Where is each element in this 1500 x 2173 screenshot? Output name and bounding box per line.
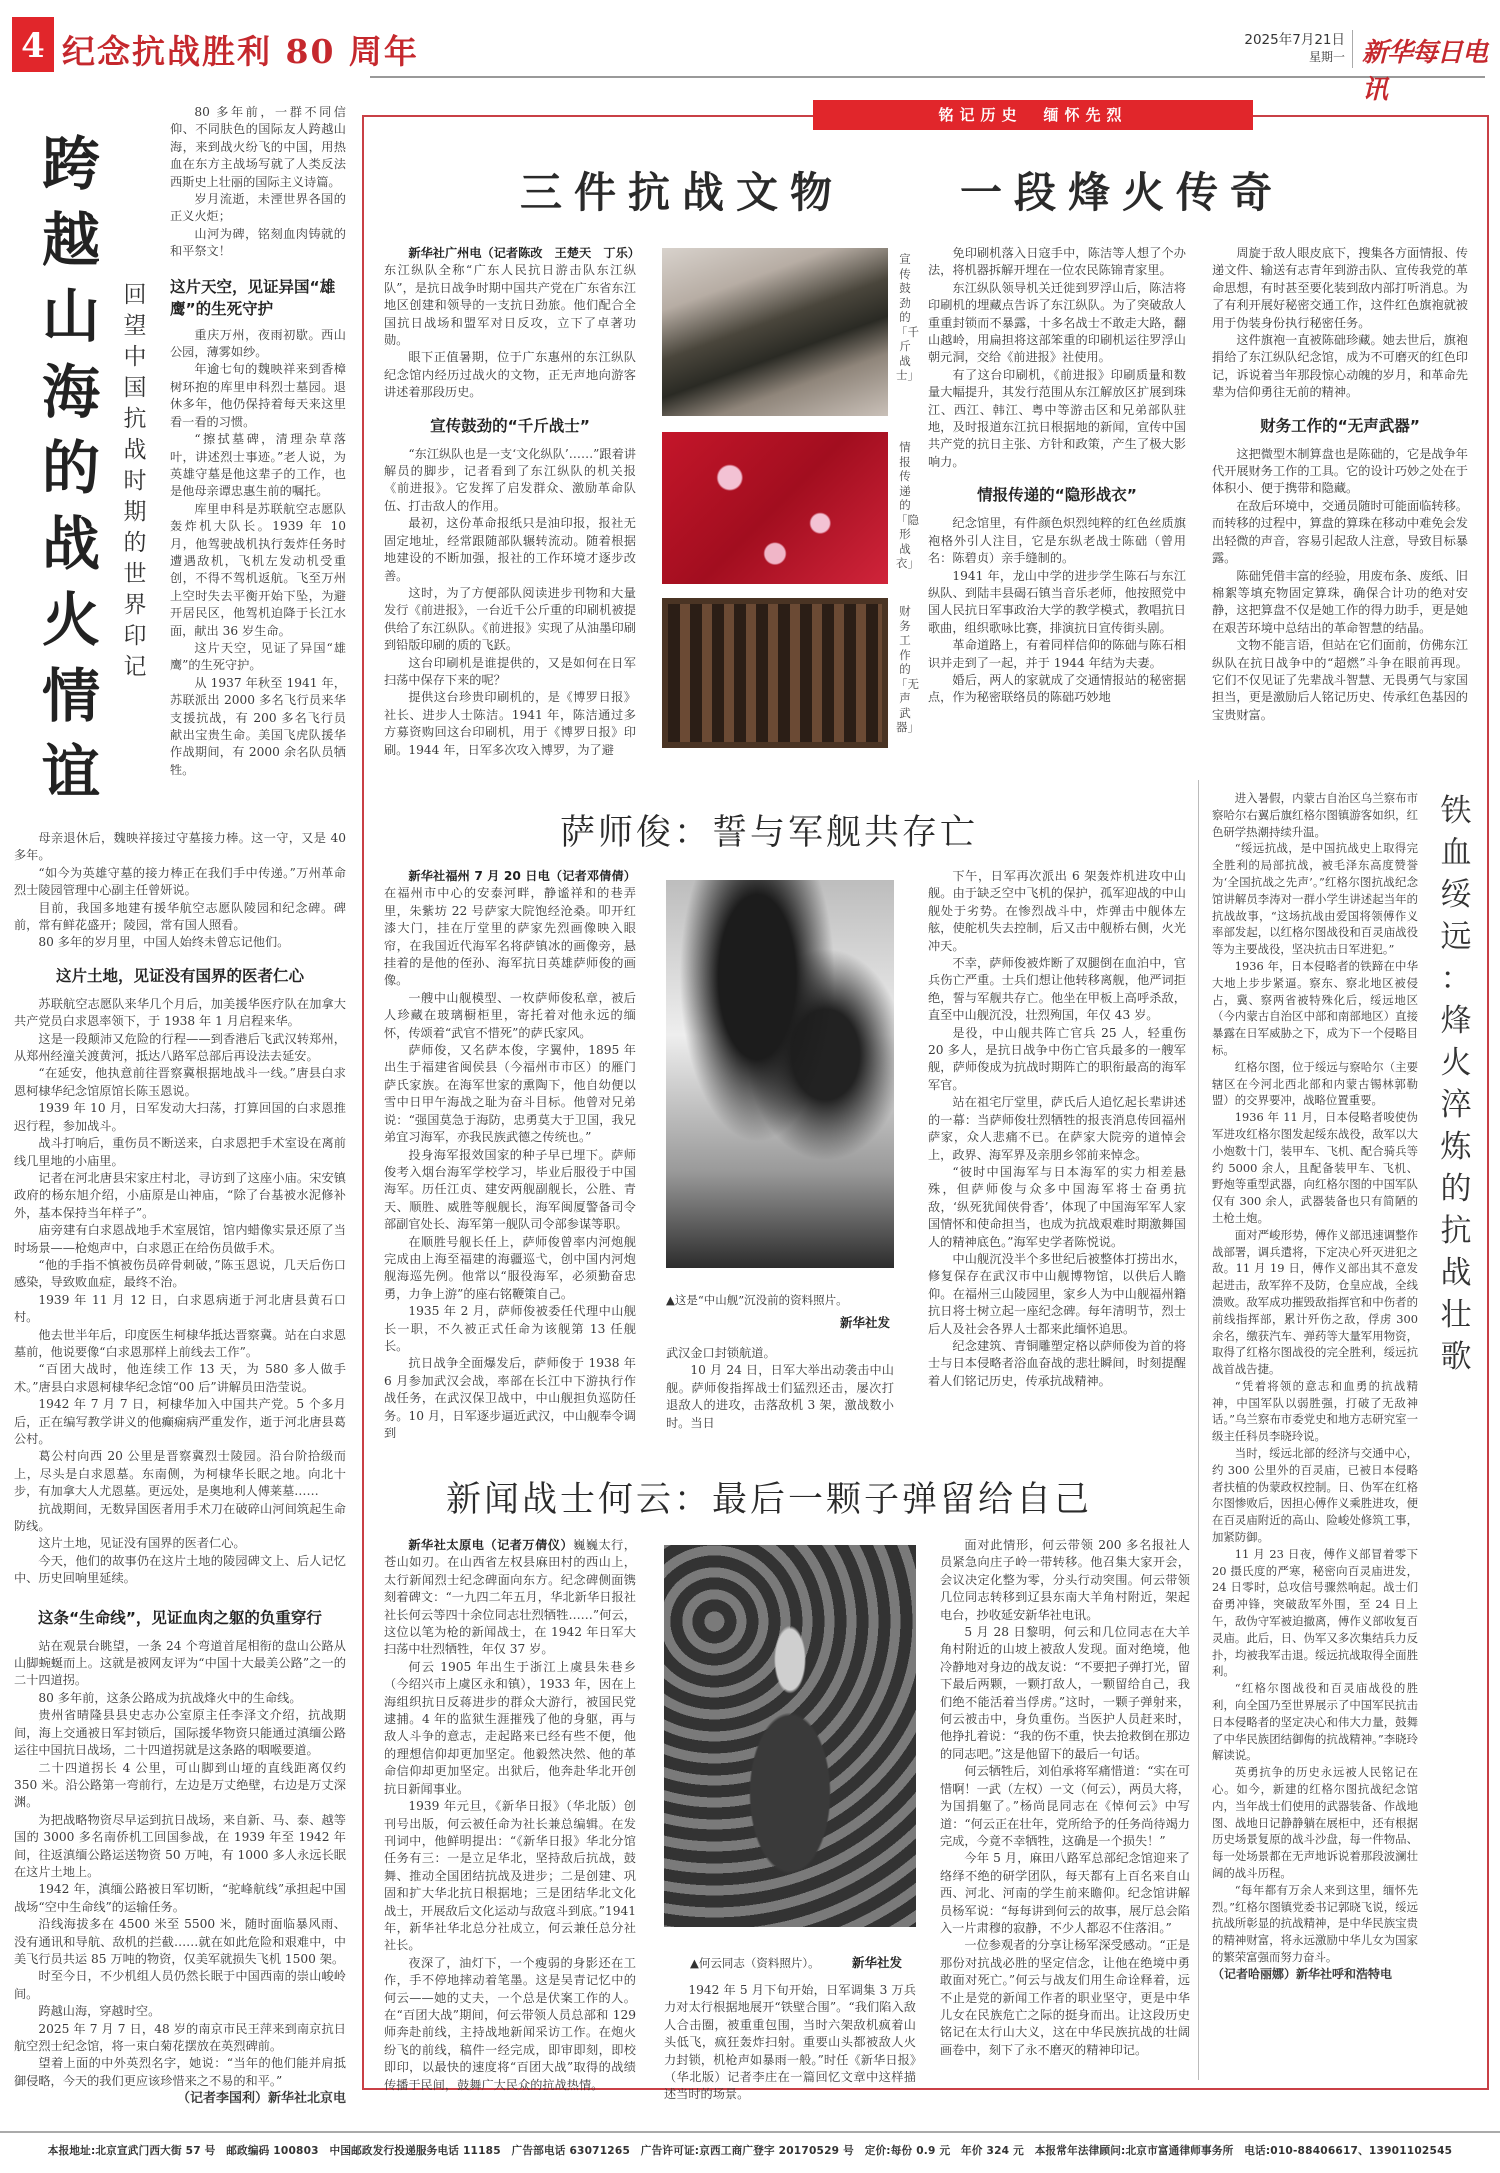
body-paragraph: 贵州省晴隆县县史志办公室原主任李泽文介绍，抗战期间，海上交通被日军封锁后，国际援华物资只能通过滇缅公路运往中国抗日战场，二十四道拐就是这条路的咽喉要道。	[14, 1708, 346, 1758]
title-char: 绥	[1440, 877, 1472, 913]
body-paragraph: 2025 年 7 月 7 日，48 岁的南京市民王萍来到南京抗日航空烈士纪念馆，将一束白菊花摆放在英烈碑前。	[14, 2021, 346, 2053]
heyun-column-2-tail	[664, 1982, 916, 2104]
feature-body-column	[14, 830, 346, 2108]
title-char: 世	[123, 561, 147, 587]
body-paragraph: 夜深了，油灯下，一个瘦弱的身影还在工作，手不停地摔动着笔墨。这是吴青记忆中的何云——她的丈夫，一个总是伏案工作的人。在“百团大战”期间，何云带领人员总部和 129 师奔赴前线，主持战地新闻采访工作。在炮火纷飞的前线，稿件一经完成，即审即刻，即校即印，以最快的速度将“百团大战”取得的战绩传播于民间，鼓舞广大民众的抗战热情。	[384, 1955, 636, 2092]
body-paragraph: 库里申科是苏联航空志愿队轰炸机大队长。1939 年 10 月，他驾驶战机执行轰炸任务时遭遇敌机，飞机左发动机受重创，不得不驾机返航。飞至万州上空时失去平衡开始下坠，为避开居民区，他驾机迫降于长江水面，献出 36 岁生命。	[170, 501, 346, 638]
byline: （记者李国利）新华社北京电	[176, 2091, 346, 2107]
imprint-footer: 本报地址:北京宣武门西大街 57 号 邮政编码 100803 中国邮政发行投递服务电话 11185 广告部电话 63071265 广告许可证:京西工商广登字 20170529 号 定价:每份 0.9 元 年价 324 元 本报常年法律顾问:北京市富通律师事务所 电话:010-88406617、13901102545	[47, 2145, 1453, 2157]
title-char: 抗	[1440, 1213, 1472, 1249]
page-number-badge: 4	[12, 17, 54, 72]
body-paragraph: 纪念馆里，有件颜色炽烈纯粹的红色丝质旗袍格外引人注目，它是东纵老战士陈础（曾用名：陈碧贞）亲手缝制的。	[928, 516, 1186, 566]
photo-caption-vertical	[896, 604, 919, 735]
body-paragraph: 年逾七旬的魏映祥来到香樟树环抱的库里申科烈士墓园。退休多年，他仍保持着每天来这里看一看的习惯。	[170, 362, 346, 429]
photo-caption-vertical	[896, 440, 919, 571]
body-paragraph: 面对严峻形势，傅作义部迅速调整作战部署，调兵遣将，下定决心歼灭进犯之敌。11 月 19 日，傅作义部出其不意发起进击，敌军猝不及防，仓皇应战，全线溃败。敌军成功摧毁敌指挥官和中伤者的前线指挥部，累计歼伤之敌，俘虏 300 余名，缴获汽车、弹药等大量军用物资，取得了红格尔图战役的完全胜利，绥远抗战首战告捷。	[1212, 1227, 1418, 1377]
title-char: 烽	[1440, 1003, 1472, 1039]
section-heading: 这片土地，见证没有国界的医者仁心	[55, 966, 304, 985]
body-paragraph: 何云牺牲后，刘伯承将军痛惜道：“实在可惜啊！一武（左权）一文（何云），两员大将，为国捐躯了。”杨尚昆同志在《悼何云》中写道：“何云正在壮年，党所给予的任务尚待竭力完成，今竟不幸牺牲，这确是一个损失！”	[940, 1764, 1190, 1848]
title-char: 谊	[41, 738, 100, 806]
body-paragraph: “彼时中国海军与日本海军的实力相差悬殊，但萨师俊与众多中国海军将士奋勇抗敌，‘纵死犹闻侠骨香’，体现了中国海军军人家国情怀和使命担当，也成为抗战艰难时期激舞国人的精神底色。”海军史学者陈悦说。	[928, 1164, 1186, 1249]
body-paragraph: 有了这台印刷机，《前进报》印刷质量和数量大幅提升，其发行范围从东江解放区扩展到珠江、西江、韩江、粤中等游击区和兄弟部队驻地，及时报道东江抗日根据地的新闻，宣传中国共产党的抗日主张、方针和政策，产生了极大影响力。	[928, 367, 1186, 469]
dateline: 新华社福州 7 月 20 日电（记者邓倩倩）	[408, 869, 636, 883]
body-paragraph: 时至今日，不少机组人员仍然长眠于中国西南的崇山峻岭间。	[14, 1969, 346, 2001]
title-char: 记	[123, 654, 147, 680]
body-paragraph: 苏联航空志愿队来华几个月后，加美援华医疗队在加拿大共产党员白求恩率领下，于 1938 年 1 月启程来华。	[14, 996, 346, 1029]
title-char: 国	[123, 375, 147, 401]
body-paragraph: 下午，日军再次派出 6 架轰炸机进攻中山舰。由于缺乏空中飞机的保护，孤军迎战的中山舰处于劣势。在惨烈战斗中，炸弹击中舰体左舷，使舵机失去控制，后又击中舰桥右侧，火光冲天。	[928, 869, 1186, 953]
feature-vertical-title	[36, 126, 106, 810]
column-divider	[1198, 780, 1199, 2080]
body-paragraph: 这片土地，见证没有国界的医者仁心。	[38, 1536, 246, 1551]
body-paragraph: 站在观景台眺望，一条 24 个弯道首尾相衔的盘山公路从山脚蜿蜒而上。这就是被网友评为“中国十大最美公路”之一的二十四道拐。	[14, 1638, 346, 1688]
caption-text: 财务工作的「无声武器」	[896, 604, 919, 734]
sa-col1-paragraphs	[384, 990, 636, 1443]
body-paragraph: “如今为英雄守墓的接力棒正在我们手中传递。”万州革命烈士陵园管理中心副主任曾妍说。	[14, 865, 346, 898]
dateline: 新华社太原电（记者万倩仪）	[408, 1538, 574, 1552]
headline-left: 三件抗战文物	[520, 168, 845, 217]
photo-credit: 新华社发	[840, 1315, 891, 1330]
body-paragraph: 1936 年，日本侵略者的铁蹄在中华大地上步步紧逼。察东、察北地区被侵占，冀、察两省被特殊化后，绥远地区（今内蒙古自治区中部和南部地区）直接暴露在日军威胁之下，成为下一个侵略目标。	[1212, 958, 1418, 1057]
body-paragraph: 母亲退休后，魏映祥接过守墓接力棒。这一守，又是 40 多年。	[14, 831, 346, 863]
body-paragraph: 1939 年 10 月，日军发动大扫荡，打算回国的白求恩推迟行程，参加战斗。	[14, 1101, 346, 1133]
body-paragraph: 1939 年 11 月 12 日，白求恩病逝于河北唐县黄石口村。	[14, 1292, 346, 1325]
body-paragraph: 11 月 23 日夜，傅作义部冒着零下 20 摄氏度的严寒，秘密向百灵庙进发，24 日零时，总攻信号骤然响起。战士们奋勇冲锋，突破敌军外围，至 24 日上午，敌伪守军被迫撤离，傅作义部收复百灵庙。此后，日、伪军又多次集结兵力反扑，均被我军击退。绥远抗战取得全面胜利。	[1212, 1546, 1418, 1679]
body-paragraph: 这片天空，见证了异国“雄鹰”的生死守护。	[170, 640, 346, 673]
body-paragraph: 武汉金口封锁航道。	[666, 1346, 776, 1360]
sa-column-2-tail	[666, 1345, 894, 1432]
body-paragraph: 婚后，两人的家就成了交通情报站的秘密据点，作为秘密联络员的陈础巧妙地	[928, 672, 1186, 705]
body-paragraph: “红格尔图战役和百灵庙战役的胜利，向全国乃至世界展示了中国军民抗击日本侵略者的坚定决心和伟大力量，鼓舞了中华民族团结御侮的抗战精神。”李晓玲解读说。	[1212, 1681, 1418, 1763]
photo-abacus	[662, 598, 888, 748]
body-paragraph: 东江纵队领导机关迁徙到罗浮山后，陈洁将印刷机的埋藏点告诉了东江纵队。为了突破敌人重重封锁而不暴露，十多名战士不敢走大路，翻山越岭，用扁担将这部笨重的印刷机运往罗浮山朝元洞，交给《前进报》社使用。	[928, 280, 1186, 365]
body-paragraph: 不幸，萨师俊被炸断了双腿倒在血泊中，官兵伤亡严重。士兵们想让他转移离舰，他严词拒绝，誓与军舰共存亡。他坐在甲板上高呼杀敌，直至中山舰沉没，壮烈殉国，年仅 43 岁。	[928, 956, 1186, 1023]
caption-text: 宣传鼓劲的「千斤战士」	[896, 252, 919, 382]
body-paragraph: 今天，他们的故事仍在这片土地的陵园碑文上、后人记忆中、历史回响里延续。	[14, 1553, 346, 1586]
body-paragraph: 1941 年，龙山中学的进步学生陈石与东江纵队、到陆丰县碣石镇当音乐老师，他按照党中国人民抗日军事政治大学的教学模式，教唱抗日歌曲，组织歌咏比赛，排演抗日宣传街头剧。	[928, 568, 1186, 635]
body-paragraph: 投身海军报效国家的种子早已埋下。萨师俊考入烟台海军学校学习，毕业后服役于中国海军。历任江贞、建安两舰副舰长，公胜、青天、顺胜、威胜等舰舰长，海军闽厦警备司令部副官处长、海军第一舰队司令部参谋等职。	[384, 1147, 636, 1232]
headline-he-yun: 新闻战士何云：最后一颗子弹留给自己	[446, 1480, 1093, 1520]
body-paragraph: 面对此情形，何云带领 200 多名报社人员紧急向庄子岭一带转移。他召集大家开会，会议决定化整为零，分头行动突围。何云带领几位同志转移到辽县东南大羊角村附近，架起电台，抄收延安新华社电讯。	[940, 1538, 1190, 1622]
headline-right: 一段烽火传奇	[960, 168, 1285, 217]
title-char: 火	[1440, 1045, 1472, 1081]
feature-vertical-subtitle	[120, 280, 150, 683]
body-paragraph: “百团大战时，他连续工作 13 天，为 580 多人做手术。”唐县白求恩柯棣华纪念馆“00 后”讲解员田浩莹说。	[14, 1362, 346, 1394]
headline-sa-shijun: 萨师俊：誓与军舰共存亡	[560, 813, 979, 853]
intro-paragraph: 山河为碑，铭刻血肉铸就的和平祭文！	[170, 226, 346, 259]
sa-column-1	[384, 868, 636, 1442]
body-paragraph: 沿线海拔多在 4500 米至 5500 米，随时面临暴风雨、没有通讯和导航、敌机的拦截……就在如此危险和艰难中，中美飞行员共运 85 万吨的物资，仅美军就损失飞机 1500 架。	[14, 1917, 346, 1966]
body-paragraph: 为把战略物资尽早运到抗日战场，来自新、马、泰、越等国的 3000 多名南侨机工回国参战，在 1939 年至 1942 年间，往返滇缅公路运送物资 50 万吨，有 1000 多人永远长眠在这片土地上。	[14, 1812, 346, 1879]
body-paragraph: 中山舰沉没半个多世纪后被整体打捞出水，修复保存在武汉市中山舰博物馆，以供后人瞻仰。在福州三山陵园里，家乡人为中山舰福州籍抗日将士树立起一座纪念碑。每年清明节，烈士后人及社会各界人士都来此缅怀追思。	[928, 1251, 1186, 1336]
photo-zhongshan-ship	[666, 880, 894, 1268]
body-text: 东江纵队全称“广东人民抗日游击队东江纵队”，是抗日战争时期中国共产党在广东省东江地区创建和领导的一支抗日劲旅。他们配合全国抗日战场和盟军对日反攻，立下了卓著功勋。	[384, 263, 636, 348]
body-paragraph: “凭着将领的意志和血勇的抗战精神，中国军队以弱胜强，打破了无敌神话。”乌兰察布市委党史和地方志研究室一级主任科员李晓玲说。	[1212, 1378, 1418, 1444]
title-char: 抗	[123, 406, 147, 432]
body-paragraph: 陈础凭借丰富的经验，用废布条、废纸、旧棉絮等填充物固定算珠，确保合计功的绝对安静，这把算盘不仅是她工作的得力助手，更是她在艰苦环境中总结出的革命智慧的结晶。	[1212, 568, 1468, 635]
section-heading: 这条“生命线”，见证血肉之躯的负重穿行	[38, 1608, 322, 1627]
relics-col2-paragraphs	[928, 515, 1186, 706]
body-paragraph: 在顺胜号舰长任上，萨师俊曾率内河炮舰完成由上海至福建的海疆巡弋，创中国内河炮舰海巡先例。他常以“服役海军，必须勤奋忠勇，力争上游”的座右铭鞭策自己。	[384, 1234, 636, 1301]
body-paragraph: 记者在河北唐县宋家庄村北，寻访到了这座小庙。宋安镇政府的杨东旭介绍，小庙原是山神庙，“除了台基被水泥修补外，基本保持当年样子”。	[14, 1170, 346, 1220]
body-paragraph: 1942 年 5 月下旬开始，日军调集 3 万兵力对太行根据地展开“铁壁合围”。“我们陷入敌人合击圈，被重重包围，当时六架敌机疯着山头低飞，疯狂轰炸扫射。重要山头都被敌人火力封锁，机枪声如暴雨一般。”时任《新华日报》（华北版）记者李庄在一篇回忆文章中这样描述当时的场景。	[664, 1983, 916, 2102]
heyun-col3-paragraphs	[940, 1537, 1190, 2059]
title-char: 远	[1440, 919, 1472, 955]
heyun-column-1	[384, 1537, 636, 2094]
body-paragraph: 站在祖宅厅堂里，萨氏后人追忆起长辈讲述的一幕：当萨师俊壮烈牺牲的报丧消息传回福州萨家，众人悲痛不已。在萨家大院旁的道悼会上，政界、海军界及亲朋乡邻前来悼念。	[928, 1095, 1186, 1162]
body-paragraph: 免印刷机落入日寇手中，陈洁等人想了个办法，将机器拆解开埋在一位农民陈锦青家里。	[928, 246, 1186, 278]
body-paragraph: 庙旁建有白求恩战地手术室展馆，馆内蜡像实景还原了当时场景——枪炮声中，白求恩正在给伤员做手术。	[14, 1223, 346, 1255]
body-paragraph: 今年 5 月，麻田八路军总部纪念馆迎来了络绎不绝的研学团队，每天都有上百名来自山西、河北、河南的学生前来瞻仰。纪念馆讲解员杨军说：“每每讲到何云的故事，展厅总会陷入一片肃穆的寂静，不少人都忍不住落泪。”	[940, 1851, 1190, 1935]
title-char: 望	[123, 313, 147, 339]
body-paragraph: 在敌后环境中，交通员随时可能面临转移。而转移的过程中，算盘的算珠在移动中难免会发出轻微的声音，容易引起敌人注意，导致目标暴露。	[1212, 498, 1468, 566]
title-char: ：	[1440, 961, 1472, 997]
body-paragraph: 这台印刷机是谁提供的，又是如何在日军扫荡中保存下来的呢？	[384, 655, 636, 687]
body-paragraph: 重庆万州，夜雨初歇。西山公园，薄雾如纱。	[170, 327, 346, 360]
title-char: 战	[41, 510, 100, 578]
title-char: 的	[1440, 1171, 1472, 1207]
byline: （记者哈丽娜）新华社呼和浩特电	[1212, 1966, 1393, 1981]
relics-col2-paragraphs	[928, 245, 1186, 471]
body-paragraph: “他的手指不慎被伤员碎骨刺破，”陈玉恩说，几天后伤口感染，导致败血症，最终不治。	[14, 1257, 346, 1290]
photo-printing-press	[662, 248, 888, 416]
body-paragraph: 这时，为了方便部队阅读进步刊物和大量发行《前进报》，一台近千公斤重的印刷机被提供给了东江纵队。《前进报》实现了从油墨印刷到铅版印刷的质的飞跃。	[384, 585, 636, 653]
body-paragraph: 80 多年的岁月里，中国人始终未曾忘记他们。	[38, 935, 290, 950]
body-paragraph: 文物不能言语，但站在它们面前，仿佛东江纵队在抗日战争中的“超燃”斗争在眼前再现。它们不仅见证了先辈战斗智慧、无畏勇气与家国担当，更是激励后人铭记历史、传承红色基因的宝贵财富。	[1212, 638, 1468, 722]
body-paragraph: 这把微型木制算盘也是陈础的，它是战争年代开展财务工作的工具。它的设计巧妙之处在于体积小、便于携带和隐藏。	[1212, 446, 1468, 496]
title-char: 回	[123, 282, 147, 308]
footer-rule	[0, 2131, 1500, 2133]
body-paragraph: 眼下正值暑期，位于广东惠州的东江纵队纪念馆内经历过战火的文物，正无声地向游客讲述着那段历史。	[384, 350, 636, 400]
intro-paragraph: 80 多年前，一群不同信仰、不同肤色的国际友人跨越山海，来到战火纷飞的中国，用热血在东方主战场写就了人类反法西斯史上壮丽的国际主义诗篇。	[170, 105, 346, 189]
intro-paragraph: 岁月流逝，未湮世界各国的正义火炬；	[170, 192, 346, 224]
photo-qipao	[662, 432, 888, 584]
header-rule	[370, 76, 1485, 78]
header-separator	[1352, 30, 1353, 68]
body-paragraph: 进入暑假，内蒙古自治区乌兰察布市察哈尔右翼后旗红格尔图镇游客如织，红色研学热潮持续升温。	[1212, 791, 1418, 839]
body-paragraph: 跨越山海，穿越时空。	[38, 2004, 161, 2019]
title-char: 海	[41, 358, 100, 426]
body-paragraph: 1936 年 11 月，日本侵略者唆使伪军进攻红格尔图发起绥东战役，敌军以大小炮数十门，装甲车、飞机、配合骑兵等约 5000 余人，且配备装甲车、飞机、野炮等重型武器，向红格尔图的中国军队仅有 300 余人，武器装备也只有简陋的土枪土炮。	[1212, 1110, 1418, 1225]
title-char: 战	[1440, 1255, 1472, 1291]
title-char: 时	[123, 468, 147, 494]
title-char: 的	[123, 530, 147, 556]
body-paragraph: 萨师俊，又名萨本俊，字翼仲，1895 年出生于福建省闽侯县（今福州市市区）的雁门萨氏家族。在海军世家的熏陶下，他自幼便以雪中日甲午海战之耻为奋斗目标。他曾对兄弟说：“强国莫急于海防，忠勇莫大于卫国，我兄弟宜习海军，亦我民族武德之传统也。”	[384, 1043, 636, 1145]
body-paragraph: 战斗打响后，重伤员不断送来，白求恩把手术室设在离前线几里地的小庙里。	[14, 1136, 346, 1168]
title-char: 壮	[1440, 1297, 1472, 1333]
sub-heading: 情报传递的“隐形战衣”	[977, 486, 1137, 505]
suiyuan-column	[1212, 790, 1418, 1983]
title-char: 情	[41, 662, 100, 730]
body-paragraph: 抗日战争全面爆发后，萨师俊于 1938 年 6 月参加武汉会战，率部在长江中下游执行作战任务，在武汉保卫战中，中山舰担负巡防任务。10 月，日军逐步逼近武汉，中山舰奉令调到	[384, 1356, 636, 1440]
title-char: 火	[41, 586, 100, 654]
title-char: 中	[123, 344, 147, 370]
title-char: 界	[123, 592, 147, 618]
body-paragraph: 抗战期间，无数异国医者用手术刀在破碎山河间筑起生命防线。	[14, 1501, 346, 1534]
body-paragraph: 一位参观者的分享让杨军深受感动。“正是那份对抗战必胜的坚定信念，让他在绝境中勇敢面对死亡。”何云与战友们用生命诠释着，远不止是党的新闻工作者的职业坚守，更是中华儿女在民族危亡之际的挺身而出。让这段历史铭记在太行山大义，这在中华民族抗战的壮阔画卷中，刻下了永不磨灭的精神印记。	[940, 1938, 1190, 2057]
title-char: 歌	[1440, 1339, 1472, 1375]
sub-heading: 宣传鼓劲的“千斤战士”	[430, 416, 590, 435]
body-paragraph: 红格尔图，位于绥远与察哈尔（主要辖区在今河北西北部和内蒙古锡林郭勒盟）的交界要冲，战略位置重要。	[1212, 1059, 1418, 1108]
relics-col3-paragraphs	[1212, 446, 1468, 725]
body-paragraph: “绥远抗战，是中国抗战史上取得完全胜利的局部抗战，被毛泽东高度赞誉为‘全国抗战之先声’。”红格尔图抗战纪念馆讲解员李涛对一群小学生讲述起当年的抗战故事，“这场抗战由爱国将领傅作义率部发起，以红格尔图战役和百灵庙战役等为主要战役，坚决抗击日军进犯。”	[1212, 841, 1418, 957]
relics-column-1	[384, 245, 640, 759]
title-char: 的	[41, 434, 100, 502]
section-heading: 这片天空，见证异国“雄鹰”的生死守护	[170, 277, 336, 318]
photo-he-yun-portrait	[664, 1545, 916, 1927]
body-paragraph: 80 多年前，这条公路成为抗战烽火中的生命线。	[38, 1690, 302, 1705]
body-paragraph: “擦拭墓碑，清理杂草落叶，讲述烈士事迹。”老人说，为英雄守墓是他这辈子的工作，也是他母亲谭忠惠生前的嘱托。	[170, 432, 346, 499]
title-char: 印	[123, 623, 147, 649]
photo-caption-vertical	[896, 252, 919, 383]
body-paragraph: 最初，这份革命报纸只是油印报，报社无固定地址，经常跟随部队辗转流动。随着根据地建设的不断加强，报社的工作环境才逐步改善。	[384, 516, 636, 583]
section-tag: 铭记历史 缅怀先烈	[813, 100, 1253, 130]
relics-column-3	[1212, 245, 1468, 724]
body-paragraph: 一艘中山舰模型、一枚萨师俊私章，被后人珍藏在玻璃橱柜里，寄托着对他永远的缅怀，传颂着“武官不惜死”的萨氏家风。	[384, 990, 636, 1040]
body-paragraph: 这件旗袍一直被陈础珍藏。她去世后，旗袍捐给了东江纵队纪念馆，成为不可磨灭的红色印记，诉说着当年那段惊心动魄的岁月，和革命先辈为信仰勇往无前的精神。	[1212, 333, 1468, 400]
body-paragraph: 提供这台珍贵印刷机的，是《博罗日报》社长、进步人士陈洁。1941 年，陈洁通过多方募资购回这台印刷机，用于《博罗日报》印刷。1944 年，日军多次攻入博罗，为了避	[384, 690, 636, 757]
section3-paragraphs	[14, 1638, 346, 2091]
body-paragraph: 二十四道拐长 4 公里，可山脚到山垭的直线距离仅约 350 米。沿公路第一弯前行，左边是万丈绝壁，右边是万丈深渊。	[14, 1760, 346, 1810]
title-char: 越	[41, 206, 100, 274]
date-text: 2025年7月21日	[1244, 32, 1345, 48]
body-paragraph: 周旋于敌人眼皮底下，搜集各方面情报、传递文件、输送有志青年到游击队、宣传我党的革命思想，有时甚至要化装到敌内部打听消息。为了有利开展好秘密交通工作，这件红色旗袍就被用于伪装身份执行秘密任务。	[1212, 246, 1468, 330]
body-paragraph: 5 月 28 日黎明，何云和几位同志在大羊角村附近的山坡上被敌人发现。面对绝境，他冷静地对身边的战友说：“不要把子弹打光，留下最后两颗，一颗打敌人，一颗留给自己，我们绝不能活着当俘虏。”这时，一颗子弹射来，何云被击中，身负重伤。当医护人员赶来时，他挣扎着说：“我的伤不重，快去抢救倒在那边的同志吧。”这是他留下的最后一句话。	[940, 1625, 1190, 1761]
body-paragraph: 纪念建筑、青铜雕塑定格以萨师俊为首的将士与日本侵略者浴血奋战的悲壮瞬间，时刻提醒着人们铭记历史，传承抗战精神。	[928, 1338, 1186, 1388]
title-char: 炼	[1440, 1129, 1472, 1165]
body-paragraph: 葛公村向西 20 公里是晋察冀烈士陵园。沿台阶拾级而上，尽头是白求恩墓。东南侧，为柯棣华长眠之地。向北十步，有加拿大人尤恩墓。更远处，是奥地利人傅莱墓……	[14, 1449, 346, 1499]
section2-paragraphs	[14, 996, 346, 1588]
sa-col3-paragraphs	[928, 868, 1186, 1390]
body-paragraph: 目前，我国多地建有援华航空志愿队陵园和纪念碑。碑前，常有鲜花盛开；陵园，常有国人照看。	[14, 900, 346, 933]
photo-caption: ▲这是“中山舰”沉没前的资料照片。	[666, 1293, 848, 1307]
body-paragraph: 1935 年 2 月，萨师俊被委任代理中山舰长一职，不久被正式任命为该舰第 13 任舰长。	[384, 1304, 636, 1353]
issue-date	[1205, 28, 1345, 65]
weekday-text: 星期一	[1308, 50, 1345, 64]
section-title: 纪念抗战胜利 80 周年	[62, 32, 419, 71]
body-text: 巍巍太行，苍山如刃。在山西省左权县麻田村的西山上，太行新闻烈士纪念碑面向东方。纪念碑侧面镌刻着碑文：“一九四二年五月，华北新华日报社社长何云等四十余位同志壮烈牺牲……”何云，这位以笔为枪的新闻战士，在 1942 年日军大扫荡中壮烈牺牲，年仅 37 岁。	[384, 1538, 636, 1657]
body-paragraph: “东江纵队也是一支‘文化纵队’……”跟着讲解员的脚步，记者看到了东江纵队的机关报《前进报》。它发挥了启发群众、激励革命队伍、打击敌人的作用。	[384, 446, 636, 513]
title-char: 跨	[41, 130, 100, 198]
title-char: 期	[123, 499, 147, 525]
caption-text: 情报传递的「隐形战衣」	[896, 440, 919, 570]
relics-col1-paragraphs	[384, 446, 636, 759]
photo-caption: ▲何云同志（资料照片）。	[690, 1956, 820, 1970]
relics-column-2	[928, 245, 1186, 707]
title-char: 山	[41, 282, 100, 350]
title-char: 战	[123, 437, 147, 463]
body-paragraph: 1939 年元旦，《新华日报》（华北版）创刊号出版，何云被任命为社长兼总编辑。在发刊词中，他鲜明提出：“《新华日报》华北分馆任务有三：一是立足华北，坚持敌后抗战，鼓舞、推动全国团结抗战及进步；二是创建、巩固和扩大华北抗日根据地；三是团结华北文化战士，开展敌后文化运动与敌寇斗到底。”1941 年，新华社华北总分社成立，何云兼任总分社社长。	[384, 1799, 636, 1953]
body-paragraph: 他去世半年后，印度医生柯棣华抵达晋察冀。站在白求恩墓前，他说要像“白求恩那样上前线去工作”。	[14, 1327, 346, 1359]
body-text: 在福州市中心的安泰河畔，静谧祥和的巷弄里，朱紫坊 22 号萨家大院饱经沧桑。叩开红漆大门，挂在厅堂里的萨家先烈画像映入眼帘，在我国近代海军名将萨镇冰的画像旁，悬挂着的是他的侄孙、海军抗日英雄萨师俊的画像。	[384, 886, 636, 988]
body-paragraph: 是役，中山舰共阵亡官兵 25 人，轻重伤 20 多人，是抗日战争中伤亡官兵最多的一艘军舰，萨师俊成为抗战时期阵亡的职衔最高的海军军官。	[928, 1025, 1186, 1092]
dateline: 新华社广州电（记者陈改 王楚天 丁乐）	[408, 246, 640, 260]
sub-heading: 财务工作的“无声武器”	[1260, 416, 1420, 435]
body-paragraph: 10 月 24 日，日军大举出动袭击中山舰。萨师俊指挥战士们猛烈还击，屡次打退敌人的进攻，击落敌机 3 架，激战数小时。当日	[666, 1363, 894, 1430]
body-paragraph: 从 1937 年秋至 1941 年，苏联派出 2000 多名飞行员来华支援抗战，有 200 多名飞行员献出宝贵生命。美国飞虎队援华作战期间，有 2000 余名队员牺牲。	[170, 675, 346, 777]
body-paragraph: 1942 年 7 月 7 日，柯棣华加入中国共产党。5 个多月后，正在编写教学讲义的他癫痫病严重发作，逝于河北唐县葛公村。	[14, 1397, 346, 1446]
body-paragraph: “每年都有万余人来到这里，缅怀先烈。”红格尔图镇党委书记郭晓飞说，绥远抗战所彰显的抗战精神，是中华民族宝贵的精神财富，将永远激励中华儿女为国家的繁荣富强而努力奋斗。	[1212, 1882, 1418, 1964]
body-paragraph: 望着上面的中外英烈名字，她说：“当年的他们能并肩抵御侵略，今天的我们更应该珍惜来之不易的和平。”	[14, 2056, 346, 2088]
title-char: 血	[1440, 835, 1472, 871]
heyun-col1-paragraphs	[384, 1659, 636, 2094]
title-char: 淬	[1440, 1087, 1472, 1123]
body-paragraph: 当时，绥远北部的经济与交通中心，约 300 公里外的百灵庙，已被日本侵略者扶植的伪蒙政权控制。日、伪军在红格尔图惨败后，因担心傅作义乘胜进攻，便在百灵庙附近的高山、险峻处修筑工事，加紧防御。	[1212, 1446, 1418, 1545]
body-paragraph: “在延安，他执意前往晋察冀根据地战斗一线。”唐县白求恩柯棣华纪念馆原馆长陈玉恩说。	[14, 1066, 346, 1098]
body-paragraph: 1942 年，滇缅公路被日军切断，“驼峰航线”承担起中国战场“空中生命线”的运输任务。	[14, 1882, 346, 1914]
feature-intro-column	[170, 104, 346, 779]
body-paragraph: 何云 1905 年出生于浙江上虞县朱巷乡（今绍兴市上虞区永和镇），1933 年，因在上海组织抗日反蒋进步的群众大游行，被国民党逮捕。4 年的监狱生涯摧残了他的身躯，再与敌人斗争的意志，走起路来已经有些不便，他的理想信仰却更加坚定。他毅然决然、他的革命信仰却更加坚定。出狱后，他奔赴华北开创抗日新闻事业。	[384, 1659, 636, 1796]
body-paragraph: 革命道路上，有着同样信仰的陈础与陈石相识并走到了一起，并于 1944 年结为夫妻。	[928, 638, 1186, 670]
suiyuan-vertical-title	[1436, 790, 1476, 1378]
body-paragraph: 这是一段颠沛又危险的行程——到香港后飞武汉转郑州，从郑州经潼关渡黄河，抵达八路军总部后再设法去延安。	[14, 1031, 346, 1064]
body-paragraph: 英勇抗争的历史永远被人民铭记在心。如今，新建的红格尔图抗战纪念馆内，当年战士们使用的武器装备、作战地图、战地日记静静躺在展柜中，还有根据历史场景复原的战斗沙盘，每一件物品、每一处场景都在无声地诉说着那段波澜壮阔的战斗历程。	[1212, 1765, 1418, 1880]
suiyuan-paragraphs	[1212, 790, 1418, 1966]
title-char: 铁	[1440, 793, 1472, 829]
photo-credit: 新华社发	[852, 1955, 903, 1970]
sa-column-3	[928, 868, 1186, 1390]
heyun-column-3	[940, 1537, 1190, 2059]
relics-col3-paragraphs	[1212, 245, 1468, 402]
newspaper-logo[interactable]: 新华每日电讯	[1362, 38, 1488, 105]
